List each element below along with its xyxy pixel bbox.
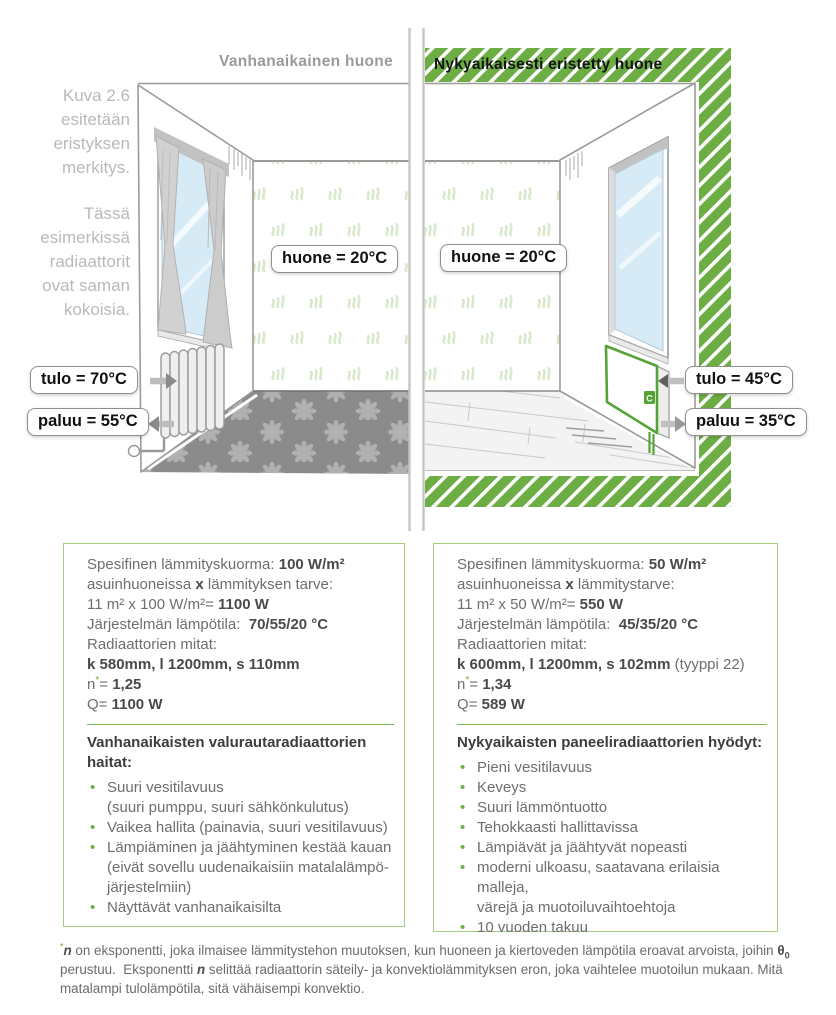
room-temp-label-left: huone = 20°C — [271, 245, 398, 273]
spec-list-right: Spesifinen lämmityskuorma: 50 W/m² asuinhuoneissa x lämmitystarve: 11 m² x 50 W/m²= 550 W Järjestelmän lämpötila: 45/35/20 °C Radiaattorien mitat: k 600mm, l 1200mm, s 102mm (tyyppi 22) n*= 1,34 Q= 589 W — [457, 556, 745, 713]
green-divider — [457, 724, 767, 725]
figure-caption: Kuva 2.6 esitetään eristyksen merkitys. Tässä esimerkissä radiaattorit ovat saman kokoisia. — [40, 86, 130, 319]
right-room — [425, 48, 731, 507]
panel-radiator-benefits-list — [457, 758, 769, 938]
right-room-title: Nykyaikaisesti eristetty huone — [434, 56, 663, 73]
radiator-valve — [129, 446, 140, 457]
old-radiator-drawbacks-heading: Vanhanaikaisten valurautaradiaattorien haitat: — [87, 734, 367, 771]
left-room — [129, 84, 410, 475]
bullet-item: • Pieni vesitilavuus — [457, 758, 769, 778]
bullet-item: • Tehokkaasti hallittavissa — [457, 818, 769, 838]
bullet-item: • moderni ulkoasu, saatavana erilaisia malleja, värejä ja muotoiluvaihtoehtoja — [457, 858, 769, 918]
bullet-item: • Suuri vesitilavuus (suuri pumppu, suuri sähkönkulutus) — [87, 778, 396, 818]
bullet-item: • Keveys — [457, 778, 769, 798]
supply-temp-label-right: tulo = 45°C — [685, 366, 793, 394]
bullet-item: • Lämpiävät ja jäähtyvät nopeasti — [457, 838, 769, 858]
return-temp-label-right: paluu = 35°C — [685, 408, 807, 436]
room-divider — [410, 28, 424, 531]
green-divider — [87, 724, 394, 725]
panel-radiator-benefits-heading: Nykyaikaisten paneeliradiaattorien hyödyt: — [457, 734, 763, 751]
bullet-item: • Vaikea hallita (painavia, suuri vesitilavuus) — [87, 818, 396, 838]
bullet-item: • 10 vuoden takuu — [457, 918, 769, 938]
room-temp-label-right: huone = 20°C — [440, 244, 567, 272]
bullet-item: • Lämpiäminen ja jäähtyminen kestää kauan (eivät sovellu uudenaikaisiin matalalämpö- järjestelmiin) — [87, 838, 396, 898]
bullet-item: • Näyttävät vanhanaikaisilta — [87, 898, 396, 918]
left-room-title: Vanhanaikainen huone — [219, 53, 393, 70]
return-temp-label-left: paluu = 55°C — [27, 408, 149, 436]
wallpaper-heat-waves-icon — [425, 160, 560, 391]
wallpaper-heat-waves-icon — [253, 160, 409, 391]
bullet-item: • Suuri lämmöntuotto — [457, 798, 769, 818]
radiator-logo-letter: C — [646, 393, 653, 404]
old-radiator-info-box — [63, 543, 405, 927]
supply-temp-label-left: tulo = 70°C — [30, 366, 138, 394]
right-window — [609, 137, 668, 364]
spec-list-left: Spesifinen lämmityskuorma: 100 W/m² asuinhuoneissa x lämmityksen tarve: 11 m² x 100 W/m²= 1100 W Järjestelmän lämpötila: 70/55/20 °C Radiaattorien mitat: k 580mm, l 1200mm, s 110mm n*= 1,25 Q= 1100 W — [87, 556, 345, 713]
old-radiator-drawbacks-list — [87, 778, 396, 918]
left-window — [154, 127, 232, 351]
panel-radiator-info-box — [433, 543, 778, 936]
exponent-footnote: *n on eksponentti, joka ilmaisee lämmitystehon muutoksen, kun huoneen ja kiertoveden lämpötila eroavat arvoista, joihin $\theta_0$ perustuu. Eksponentti n selittää radiaattorin säteily- ja konvektiolämmityksen eron, joka vaihtelee muotoilun mukaan. Mitä matalampi tulolämpötila, sitä vähäisempi konvektio. — [60, 941, 790, 996]
